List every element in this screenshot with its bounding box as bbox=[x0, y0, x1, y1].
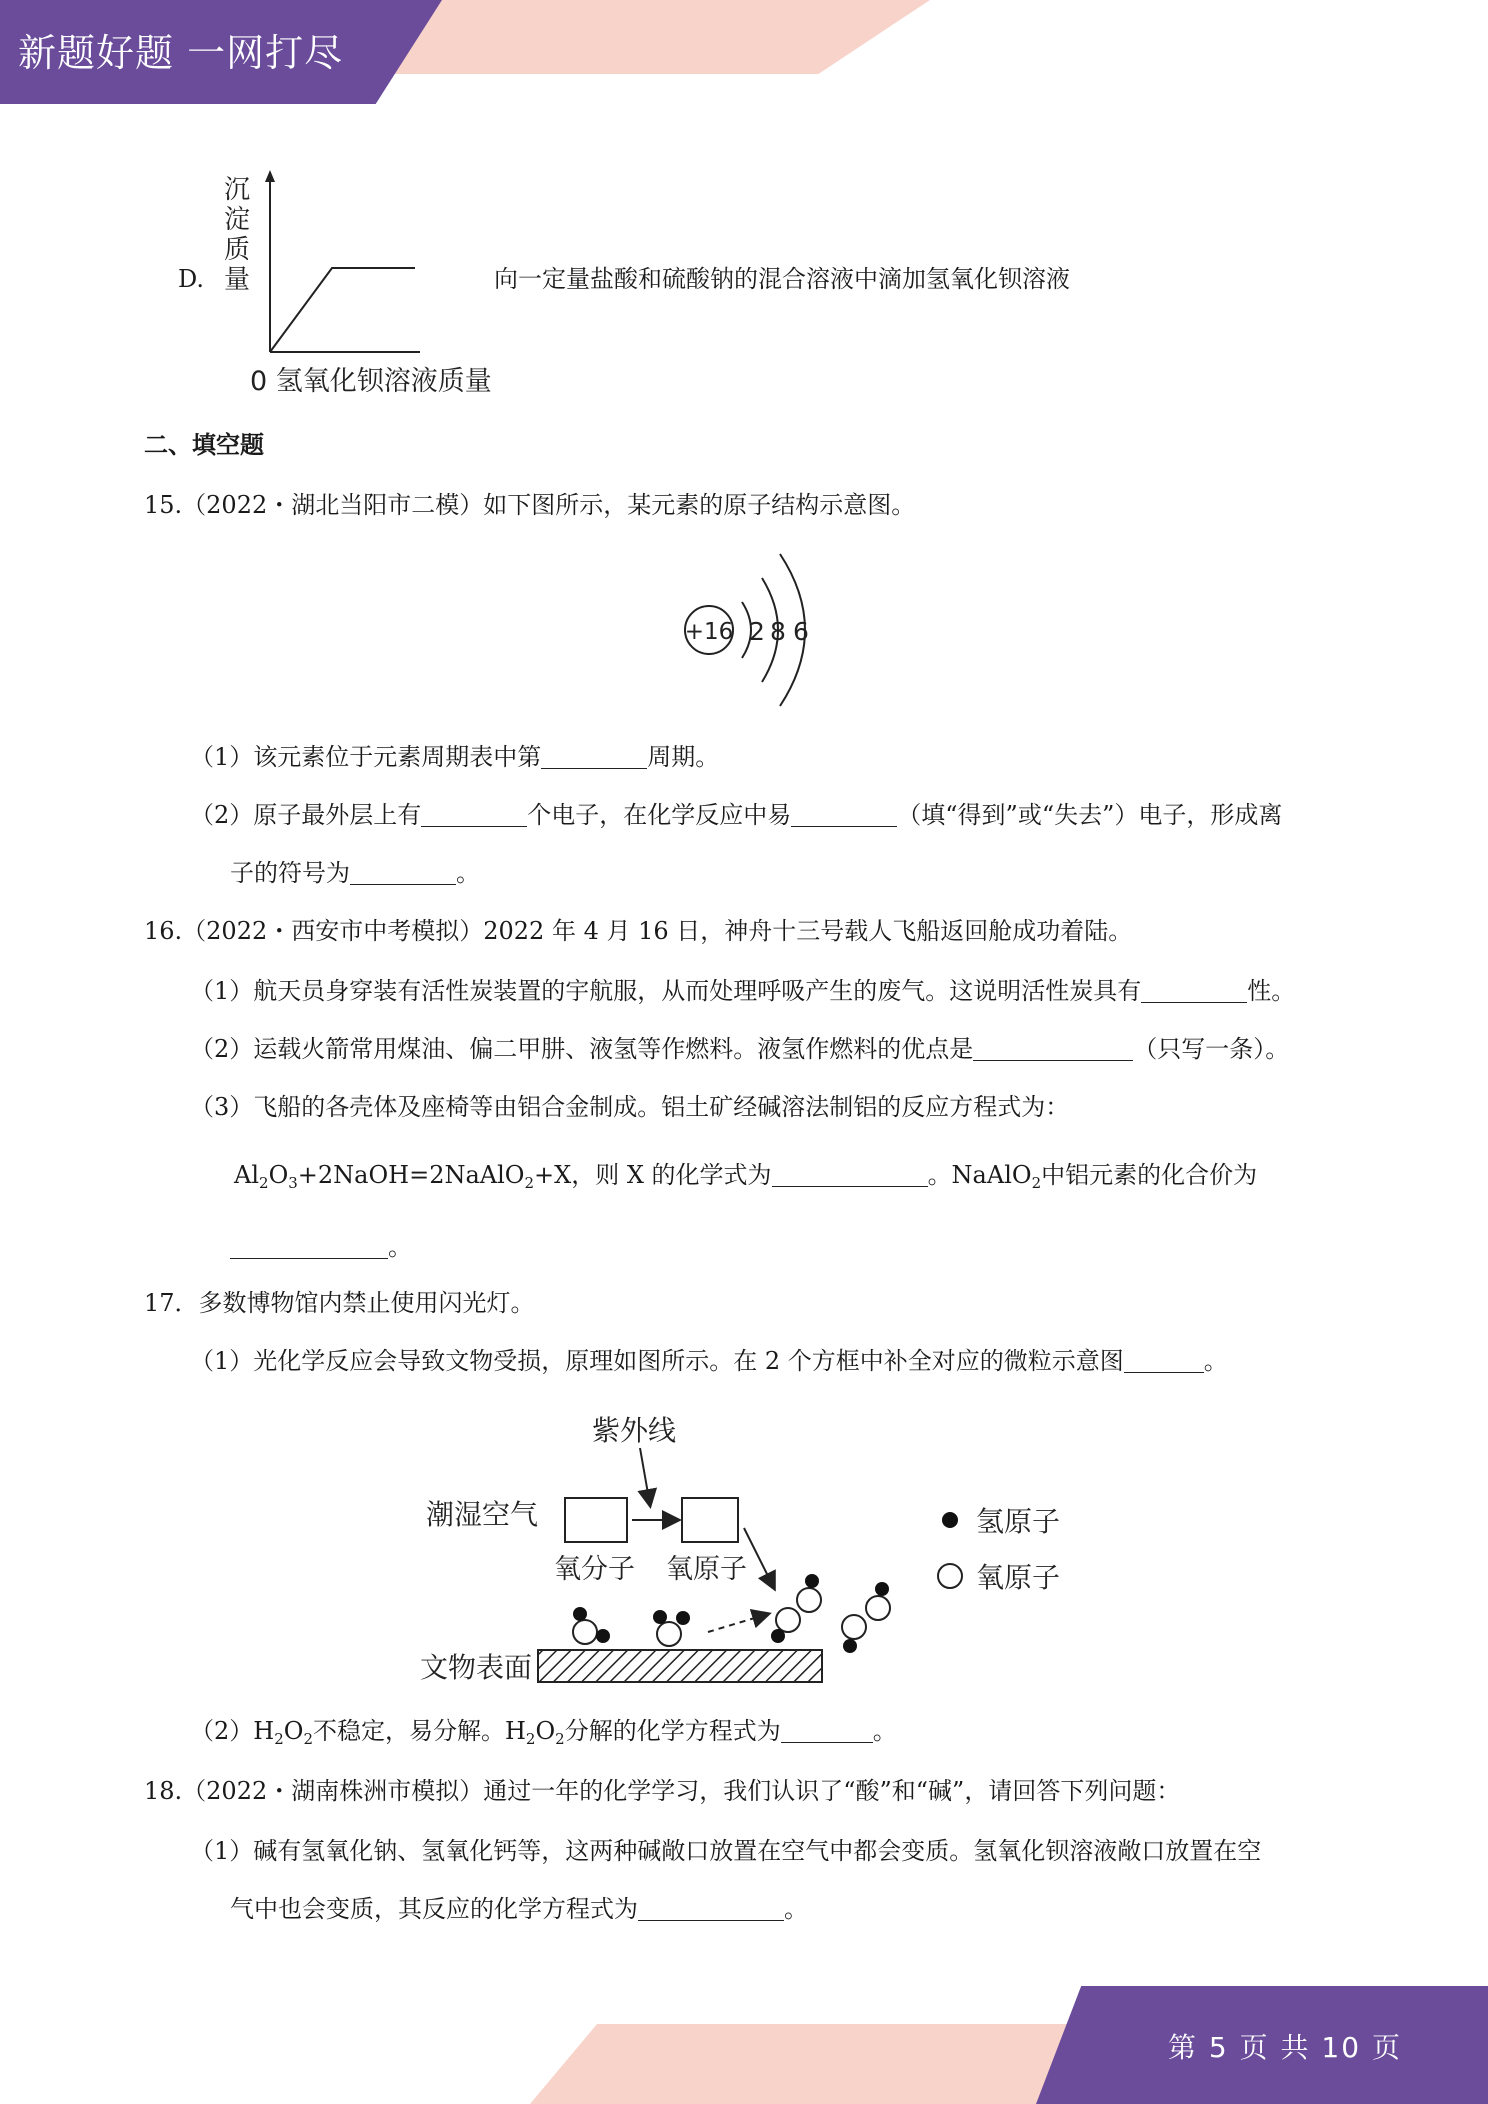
answer-blank bbox=[772, 1164, 928, 1187]
hydrogen-atom bbox=[771, 1629, 785, 1643]
text: 。 bbox=[872, 1717, 897, 1745]
oxygen-atom-label: 氧原子 bbox=[666, 1554, 747, 1585]
dashed-arrow bbox=[708, 1614, 768, 1632]
atom-structure-diagram bbox=[676, 540, 826, 720]
oxygen-atom bbox=[797, 1588, 821, 1612]
y-axis-arrow bbox=[265, 170, 275, 182]
subscript: 2 bbox=[525, 1730, 536, 1748]
text: （1）光化学反应会导致文物受损，原理如图所示。在 2 个方框中补全对应的微粒示意图 bbox=[190, 1347, 1124, 1375]
q17-stem: 17．多数博物馆内禁止使用闪光灯。 bbox=[144, 1289, 535, 1317]
oxygen-molecule-box bbox=[565, 1498, 627, 1542]
legend-hydrogen-icon bbox=[942, 1512, 958, 1528]
q16-part1 bbox=[190, 974, 1295, 1008]
shell-electrons: 8 bbox=[770, 617, 786, 646]
q17-part1 bbox=[190, 1344, 1228, 1378]
header-title: 新题好题 一网打尽 bbox=[18, 31, 344, 75]
ylabel-char: 沉 bbox=[224, 175, 251, 205]
oxygen-atom bbox=[776, 1608, 800, 1632]
text: 性。 bbox=[1247, 977, 1296, 1005]
hydrogen-atom bbox=[843, 1639, 857, 1653]
subscript: 2 bbox=[1031, 1174, 1042, 1192]
uv-label: 紫外线 bbox=[592, 1414, 677, 1447]
section-heading: 二、填空题 bbox=[144, 431, 264, 459]
q17-part2 bbox=[190, 1714, 897, 1748]
q16-stem: 16.（2022・西安市中考模拟）2022 年 4 月 16 日，神舟十三号载人飞船返回舱成功着陆。 bbox=[144, 917, 1133, 945]
q15-part2-cont bbox=[230, 856, 480, 890]
text: O bbox=[535, 1717, 556, 1745]
text: （填“得到”或“失去”）电子，形成离 bbox=[897, 801, 1283, 829]
text: +X，则 X 的化学式为 bbox=[534, 1161, 772, 1189]
text: （2）运载火箭常用煤油、偏二甲肼、液氢等作燃料。液氢作燃料的优点是 bbox=[190, 1035, 974, 1063]
text: （只写一条）。 bbox=[1133, 1035, 1290, 1063]
answer-blank bbox=[791, 804, 897, 827]
answer-blank bbox=[230, 1236, 388, 1259]
q16-part3: （3）飞船的各壳体及座椅等由铝合金制成。铝土矿经碱溶法制铝的反应方程式为： bbox=[190, 1093, 1070, 1121]
text: 。NaAlO bbox=[927, 1161, 1032, 1189]
text: 个电子，在化学反应中易 bbox=[527, 801, 792, 829]
text: （1）航天员身穿装有活性炭装置的宇航服，从而处理呼吸产生的废气。这说明活性炭具有 bbox=[190, 977, 1142, 1005]
option-d-graph bbox=[210, 168, 500, 398]
text: 周期。 bbox=[647, 743, 720, 771]
xlabel: 0 氢氧化钡溶液质量 bbox=[250, 366, 492, 397]
shell-electrons: 6 bbox=[793, 617, 809, 646]
hydrogen-atom bbox=[875, 1582, 889, 1596]
text: 分解的化学方程式为 bbox=[564, 1717, 781, 1745]
nucleus-charge: +16 bbox=[684, 619, 734, 645]
oxygen-atom bbox=[842, 1615, 866, 1639]
q15-part1 bbox=[190, 740, 719, 774]
uv-arrow bbox=[640, 1448, 650, 1505]
page-number: 第 5 页 共 10 页 bbox=[1168, 2031, 1402, 2064]
ylabel-char: 质 bbox=[224, 235, 251, 265]
artifact-surface bbox=[538, 1650, 822, 1682]
answer-blank bbox=[421, 804, 527, 827]
text: 不稳定，易分解。H bbox=[312, 1717, 526, 1745]
answer-blank bbox=[973, 1038, 1133, 1061]
humid-air-label: 潮湿空气 bbox=[426, 1498, 539, 1531]
subscript: 3 bbox=[288, 1174, 298, 1192]
ylabel-char: 淀 bbox=[224, 205, 251, 235]
text: +2NaOH=2NaAlO bbox=[297, 1161, 525, 1189]
text: 。 bbox=[1203, 1347, 1228, 1375]
text: （1）该元素位于元素周期表中第 bbox=[190, 743, 542, 771]
answer-blank bbox=[1124, 1350, 1204, 1373]
legend-oxygen-label: 氧原子 bbox=[976, 1561, 1061, 1594]
hydrogen-atom bbox=[596, 1629, 610, 1643]
legend-oxygen-icon bbox=[938, 1564, 962, 1588]
text: O bbox=[283, 1717, 304, 1745]
subscript: 2 bbox=[274, 1730, 284, 1748]
data-curve bbox=[270, 268, 415, 352]
hydrogen-atom bbox=[653, 1610, 667, 1624]
q15-part2 bbox=[190, 798, 1282, 832]
subscript: 2 bbox=[259, 1174, 269, 1192]
text: （2）H bbox=[190, 1717, 275, 1745]
text: （2）原子最外层上有 bbox=[190, 801, 422, 829]
text: Al bbox=[234, 1161, 260, 1189]
legend-hydrogen-label: 氢原子 bbox=[976, 1505, 1061, 1538]
oxygen-atom bbox=[866, 1596, 890, 1620]
q16-part2 bbox=[190, 1032, 1289, 1066]
q18-part1: （1）碱有氢氧化钠、氢氧化钙等，这两种碱敞口放置在空气中都会变质。氢氧化钡溶液敞口放置在空 bbox=[190, 1837, 1262, 1865]
answer-blank bbox=[1141, 980, 1247, 1003]
option-d-letter: D. bbox=[178, 265, 205, 293]
ylabel-char: 量 bbox=[224, 265, 251, 295]
answer-blank bbox=[541, 746, 647, 769]
q15-stem: 15.（2022・湖北当阳市二模）如下图所示，某元素的原子结构示意图。 bbox=[144, 491, 916, 519]
subscript: 2 bbox=[524, 1174, 535, 1192]
text: O bbox=[268, 1161, 289, 1189]
photochemical-reaction-diagram bbox=[410, 1400, 1080, 1690]
answer-blank bbox=[350, 862, 456, 885]
q16-equation-cont bbox=[230, 1230, 412, 1264]
text: 气中也会变质，其反应的化学方程式为 bbox=[230, 1895, 638, 1923]
answer-blank bbox=[781, 1720, 873, 1743]
attack-arrow bbox=[744, 1528, 774, 1588]
q16-equation bbox=[234, 1158, 1257, 1192]
text: 。 bbox=[456, 859, 480, 887]
text: 。 bbox=[784, 1895, 808, 1923]
text: 中铝元素的化合价为 bbox=[1041, 1161, 1258, 1189]
oxygen-molecule-label: 氧分子 bbox=[554, 1554, 635, 1585]
shell-electrons: 2 bbox=[749, 617, 765, 646]
hydrogen-atom bbox=[805, 1574, 819, 1588]
answer-blank bbox=[638, 1898, 784, 1921]
text: 。 bbox=[388, 1233, 412, 1261]
option-d-text: 向一定量盐酸和硫酸钠的混合溶液中滴加氢氧化钡溶液 bbox=[494, 265, 1070, 293]
subscript: 2 bbox=[555, 1730, 565, 1748]
q18-part1-cont bbox=[230, 1892, 808, 1926]
hydrogen-atom bbox=[676, 1611, 690, 1625]
oxygen-atom bbox=[573, 1620, 597, 1644]
q18-stem: 18.（2022・湖南株洲市模拟）通过一年的化学学习，我们认识了“酸”和“碱”，请回答下列问题： bbox=[144, 1777, 1181, 1805]
hydrogen-atom bbox=[573, 1607, 587, 1621]
oxygen-atom bbox=[657, 1622, 681, 1646]
text: 子的符号为 bbox=[230, 859, 350, 887]
oxygen-atom-box bbox=[682, 1498, 738, 1542]
subscript: 2 bbox=[303, 1730, 313, 1748]
artifact-surface-label: 文物表面 bbox=[420, 1651, 533, 1684]
